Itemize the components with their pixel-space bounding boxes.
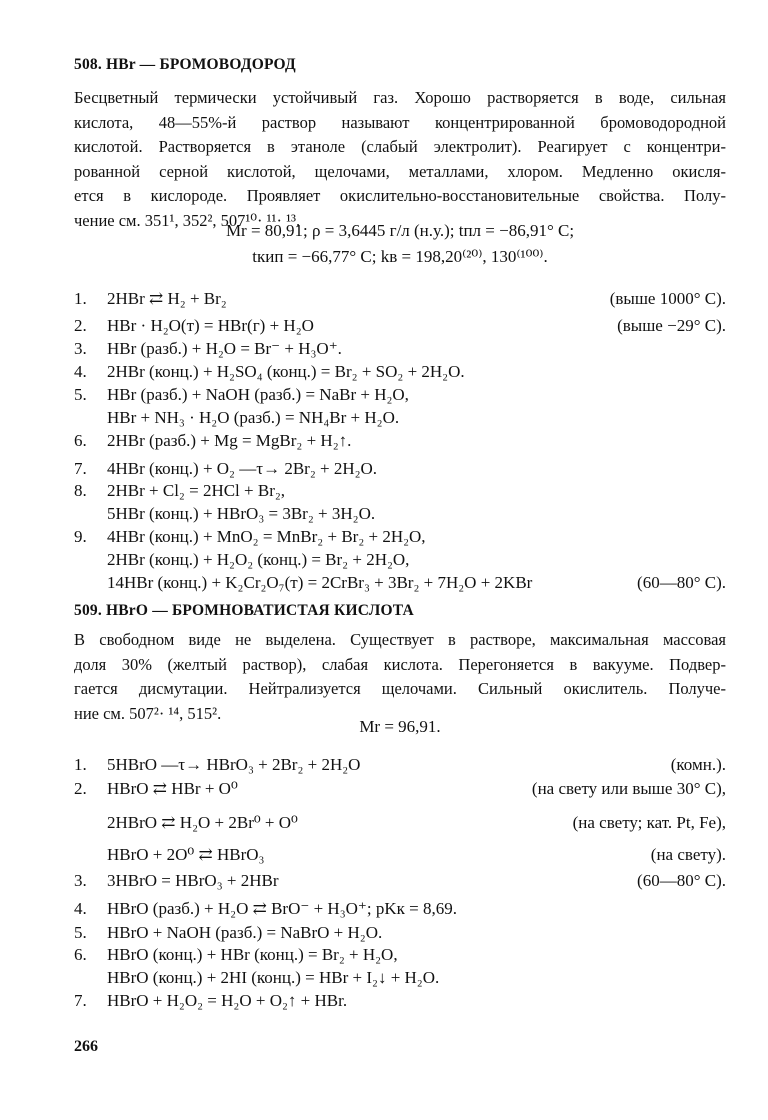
reaction-condition: (60—80° C).	[637, 871, 726, 890]
reaction-equation: HBr (разб.) + NaOH (разб.) = NaBr + H₂O,	[107, 385, 409, 404]
reaction-equation: HBrO (разб.) + H₂O ⇄ BrO⁻ + H₃O⁺; pKк = 8,69.	[107, 899, 457, 918]
text-line: Бесцветный термически устойчивый газ. Хорошо растворяется в воде, сильная	[74, 88, 726, 107]
reaction-equation: 2HBr + Cl₂ = 2HCl + Br₂,	[107, 481, 286, 500]
reaction-condition: (на свету или выше 30° C),	[531, 779, 726, 798]
reaction-number: 2.	[74, 316, 87, 335]
section-508-heading: 508. HBr — БРОМОВОДОРОД	[74, 56, 296, 73]
reaction-equation: HBr + NH₃ · H₂O (разб.) = NH₄Br + H₂O.	[107, 408, 400, 427]
reaction-equation: 2HBr (конц.) + H₂O₂ (конц.) = Br₂ + 2H₂O,	[107, 550, 410, 569]
page-number: 266	[74, 1038, 98, 1055]
section-508-constants-2: tкип = −66,77° C; kв = 198,20⁽²⁰⁾, 130⁽¹⁰⁰⁾.	[252, 247, 548, 266]
reaction-number: 8.	[74, 481, 87, 500]
text-line: доля 30% (желтый раствор), слабая кислота. Перегоняется в вакууме. Подвер-	[74, 654, 726, 674]
reaction-number: 5.	[74, 385, 87, 404]
reaction-number: 6.	[74, 945, 87, 964]
reaction-number: 4.	[74, 362, 87, 381]
section-508-description	[74, 86, 726, 233]
reaction-equation: HBrO (конц.) + 2HI (конц.) = HBr + I₂↓ + H₂O.	[107, 968, 440, 987]
reaction-number: 3.	[74, 871, 87, 890]
reaction-equation: 5HBr (конц.) + HBrO₃ = 3Br₂ + 3H₂O.	[107, 504, 376, 523]
reaction-condition: (60—80° C).	[637, 573, 726, 592]
reaction-equation: HBrO + 2O⁰ ⇄ HBrO₃	[107, 845, 265, 864]
reaction-number: 6.	[74, 431, 87, 450]
reaction-number: 5.	[74, 923, 87, 942]
reaction-equation: HBrO (конц.) + HBr (конц.) = Br₂ + H₂O,	[107, 945, 398, 964]
text-line: кислота, 48—55%-й раствор называют концентрированной бромоводородной	[74, 112, 726, 132]
reaction-equation: HBrO + H₂O₂ = H₂O + O₂↑ + HBr.	[107, 991, 348, 1010]
reaction-equation: 14HBr (конц.) + K₂Cr₂O₇(т) = 2CrBr₃ + 3Br₂ + 7H₂O + 2KBr	[107, 573, 533, 592]
text-line: ние см. 507²· ¹⁴, 515².	[74, 703, 222, 723]
reaction-equation: 2HBr (разб.) + Mg = MgBr₂ + H₂↑.	[107, 431, 352, 450]
text-line: чение см. 351¹, 352², 507¹⁰· ¹¹· ¹³.	[74, 210, 301, 230]
reaction-number: 4.	[74, 899, 87, 918]
reaction-number: 9.	[74, 527, 87, 546]
reaction-equation: HBr (разб.) + H₂O = Br⁻ + H₃O⁺.	[107, 339, 342, 358]
reaction-equation: 5HBrO —τ→ HBrO₃ + 2Br₂ + 2H₂O	[107, 755, 361, 774]
reaction-equation: 2HBrO ⇄ H₂O + 2Br⁰ + O⁰	[107, 813, 298, 832]
section-509-heading: 509. HBrO — БРОМНОВАТИСТАЯ КИСЛОТА	[74, 602, 414, 619]
reaction-equation: 2HBr ⇄ H₂ + Br₂	[107, 289, 227, 308]
reaction-equation: HBr · H₂O(т) = HBr(г) + H₂O	[107, 316, 314, 335]
reaction-condition: (комн.).	[670, 755, 726, 774]
reaction-number: 3.	[74, 339, 87, 358]
section-509-description	[74, 628, 726, 726]
reaction-equation: HBrO + NaOH (разб.) = NaBrO + H₂O.	[107, 923, 383, 942]
reaction-condition: (на свету).	[650, 845, 726, 864]
reaction-equation: HBrO ⇄ HBr + O⁰	[107, 779, 238, 798]
section-509-constants: Mr = 96,91.	[359, 717, 441, 736]
text-line: гается дисмутации. Нейтрализуется щелочами. Сильный окислитель. Получе-	[74, 679, 726, 698]
reaction-condition: (на свету; кат. Pt, Fe),	[572, 813, 726, 832]
reaction-condition: (выше 1000° C).	[609, 289, 726, 308]
section-508-constants-1: Mr = 80,91; ρ = 3,6445 г/л (н.у.); tпл = −86,91° C;	[225, 221, 575, 240]
reaction-equation: 2HBr (конц.) + H₂SO₄ (конц.) = Br₂ + SO₂ + 2H₂O.	[107, 362, 465, 381]
text-line: В свободном виде не выделена. Существует в растворе, максимальная массовая	[74, 630, 726, 649]
reaction-number: 7.	[74, 991, 87, 1010]
text-line: кислотой. Растворяется в этаноле (слабый электролит). Реагирует с концентри-	[74, 137, 726, 156]
reaction-condition: (выше −29° C).	[617, 316, 726, 335]
reaction-equation: 3HBrO = HBrO₃ + 2HBr	[107, 871, 279, 890]
text-line: ется в кислороде. Проявляет окислительно-восстановительные свойства. Полу-	[74, 186, 726, 205]
reaction-number: 7.	[74, 459, 87, 478]
reaction-equation: 4HBr (конц.) + MnO₂ = MnBr₂ + Br₂ + 2H₂O,	[107, 527, 426, 546]
reaction-number: 1.	[74, 755, 87, 774]
reaction-equation: 4HBr (конц.) + O₂ —τ→ 2Br₂ + 2H₂O.	[107, 459, 378, 478]
reaction-number: 2.	[74, 779, 87, 798]
reaction-number: 1.	[74, 289, 87, 308]
text-line: рованной серной кислотой, щелочами, металлами, хлором. Медленно окисля-	[74, 161, 726, 181]
